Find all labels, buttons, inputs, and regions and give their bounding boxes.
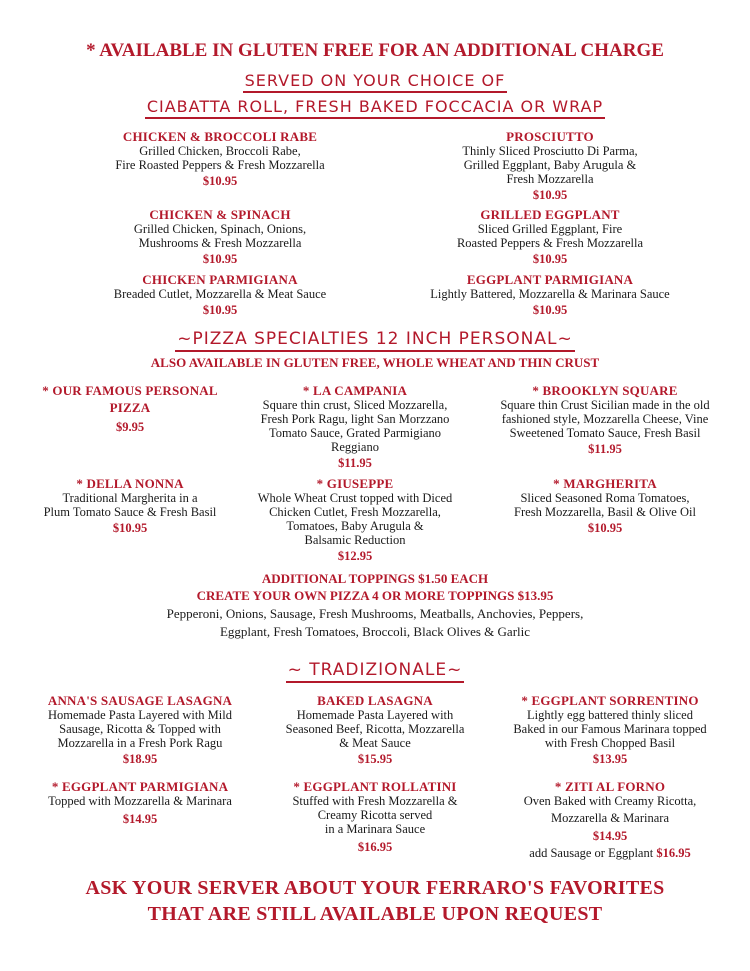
item-desc: with Fresh Chopped Basil xyxy=(544,736,676,750)
item-price: $11.95 xyxy=(338,456,372,470)
item-price: $13.95 xyxy=(592,752,628,766)
item-price: $16.95 xyxy=(357,840,393,854)
item-name: BAKED LASAGNA xyxy=(317,693,433,708)
item-desc: Breaded Cutlet, Mozzarella & Meat Sauce xyxy=(113,287,327,301)
item-desc: Lightly egg battered thinly sliced xyxy=(527,708,693,722)
item-price: $10.95 xyxy=(532,252,568,266)
item-name: CHICKEN & SPINACH xyxy=(149,207,291,222)
item-name: * GIUSEPPE xyxy=(316,476,394,491)
item-price: $14.95 xyxy=(122,812,158,826)
item-name: * BROOKLYN SQUARE xyxy=(532,383,678,398)
item-price: $11.95 xyxy=(588,442,622,456)
pizza-heading-wrap xyxy=(0,329,750,352)
item-desc: Lightly Battered, Mozzarella & Marinara Sauce xyxy=(430,287,670,301)
item-desc: Mozzarella in a Fresh Pork Ragu xyxy=(57,736,223,750)
item-price: $14.95 xyxy=(592,829,628,843)
item-price: $12.95 xyxy=(337,549,373,563)
addon-price: $16.95 xyxy=(656,846,691,860)
item-desc: Fresh Mozzarella xyxy=(506,172,594,186)
item-addon xyxy=(490,846,730,860)
toppings-list: Eggplant, Fresh Tomatoes, Broccoli, Black Olives & Garlic xyxy=(219,624,531,639)
item-desc: Reggiano xyxy=(331,440,379,454)
item-name: CHICKEN PARMIGIANA xyxy=(142,272,298,287)
menu-item xyxy=(265,780,485,854)
served-line-1: SERVED ON YOUR CHOICE OF xyxy=(243,71,508,93)
menu-item xyxy=(240,477,470,563)
item-desc: Creamy Ricotta served xyxy=(317,808,433,822)
footer-line-1: ASK YOUR SERVER ABOUT YOUR FERRARO'S FAVORITES xyxy=(85,877,665,899)
item-price: $18.95 xyxy=(122,752,158,766)
item-name: * ZITI AL FORNO xyxy=(554,779,666,794)
item-desc: Grilled Chicken, Spinach, Onions, xyxy=(133,222,307,236)
item-desc: Fire Roasted Peppers & Fresh Mozzarella xyxy=(115,158,325,172)
item-price: $9.95 xyxy=(115,420,145,434)
create-your-own: CREATE YOUR OWN PIZZA 4 OR MORE TOPPINGS $13.95 xyxy=(196,588,554,603)
menu-item xyxy=(30,384,230,434)
item-desc: Square thin crust, Sliced Mozzarella, xyxy=(262,398,448,412)
item-price: $10.95 xyxy=(532,188,568,202)
item-price: $10.95 xyxy=(587,521,623,535)
bread-choice-heading xyxy=(0,97,750,119)
item-price: $10.95 xyxy=(202,252,238,266)
item-price: $10.95 xyxy=(202,303,238,317)
item-name: EGGPLANT PARMIGIANA xyxy=(466,272,634,287)
item-name: PROSCIUTTO xyxy=(506,129,594,144)
tradizionale-heading-wrap xyxy=(0,660,750,683)
item-desc: Grilled Eggplant, Baby Arugula & xyxy=(463,158,637,172)
item-name-cont: PIZZA xyxy=(109,400,151,415)
menu-item xyxy=(400,208,700,266)
menu-item xyxy=(50,208,390,266)
footer-line-2: THAT ARE STILL AVAILABLE UPON REQUEST xyxy=(147,903,603,925)
item-desc: Oven Baked with Creamy Ricotta, xyxy=(523,794,697,808)
item-desc: Sliced Grilled Eggplant, Fire xyxy=(477,222,623,236)
gluten-free-note: * AVAILABLE IN GLUTEN FREE FOR AN ADDITIONAL CHARGE xyxy=(86,40,664,61)
item-desc: Grilled Chicken, Broccoli Rabe, xyxy=(139,144,301,158)
item-desc: Baked in our Famous Marinara topped xyxy=(513,722,707,736)
item-desc: Sausage, Ricotta & Topped with xyxy=(59,722,221,736)
item-desc: Balsamic Reduction xyxy=(304,533,406,547)
menu-item xyxy=(30,477,230,535)
item-desc: Plum Tomato Sauce & Fresh Basil xyxy=(43,505,217,519)
item-desc: Seasoned Beef, Ricotta, Mozzarella xyxy=(285,722,465,736)
item-name: * LA CAMPANIA xyxy=(302,383,408,398)
item-price: $10.95 xyxy=(112,521,148,535)
item-name: * MARGHERITA xyxy=(553,476,657,491)
item-desc: Stuffed with Fresh Mozzarella & xyxy=(292,794,458,808)
item-desc: Tomato Sauce, Grated Parmigiano xyxy=(269,426,441,440)
additional-toppings: ADDITIONAL TOPPINGS $1.50 EACH xyxy=(261,571,489,586)
tradizionale-heading: ~ TRADIZIONALE~ xyxy=(286,660,465,683)
item-name: ANNA'S SAUSAGE LASAGNA xyxy=(47,693,233,708)
menu-item xyxy=(50,130,390,188)
item-desc: Topped with Mozzarella & Marinara xyxy=(48,794,232,808)
item-name: GRILLED EGGPLANT xyxy=(480,207,620,222)
item-desc: Fresh Mozzarella, Basil & Olive Oil xyxy=(514,505,696,519)
item-price: $15.95 xyxy=(357,752,393,766)
menu-item xyxy=(265,694,485,766)
item-desc: Mushrooms & Fresh Mozzarella xyxy=(138,236,302,250)
item-desc: Sweetened Tomato Sauce, Fresh Basil xyxy=(509,426,701,440)
item-desc: Roasted Peppers & Fresh Mozzarella xyxy=(456,236,644,250)
item-name: * OUR FAMOUS PERSONAL xyxy=(42,383,218,398)
item-desc: Chicken Cutlet, Fresh Mozzarella, xyxy=(269,505,441,519)
item-desc: Whole Wheat Crust topped with Diced xyxy=(257,491,453,505)
served-line-2: CIABATTA ROLL, FRESH BAKED FOCCACIA OR WRAP xyxy=(145,97,605,119)
item-desc: Square thin Crust Sicilian made in the old xyxy=(500,398,710,412)
item-desc: Mozzarella & Marinara xyxy=(551,811,669,825)
menu-item xyxy=(50,273,390,317)
menu-item xyxy=(490,780,730,860)
item-desc: in a Marinara Sauce xyxy=(324,822,426,836)
item-desc: Tomatoes, Baby Arugula & xyxy=(286,519,424,533)
menu-item xyxy=(470,477,740,535)
item-name: * EGGPLANT PARMIGIANA xyxy=(51,779,229,794)
menu-item xyxy=(400,130,700,202)
item-price: $10.95 xyxy=(202,174,238,188)
served-on-heading xyxy=(0,71,750,93)
item-name: * EGGPLANT SORRENTINO xyxy=(521,693,699,708)
toppings-list: Pepperoni, Onions, Sausage, Fresh Mushrooms, Meatballs, Anchovies, Peppers, xyxy=(166,606,584,621)
pizza-subheading: ALSO AVAILABLE IN GLUTEN FREE, WHOLE WHEAT AND THIN CRUST xyxy=(150,355,600,370)
item-price: $10.95 xyxy=(532,303,568,317)
menu-item xyxy=(20,780,260,826)
item-desc: fashioned style, Mozzarella Cheese, Vine xyxy=(501,412,709,426)
item-desc: Sliced Seasoned Roma Tomatoes, xyxy=(520,491,690,505)
item-desc: & Meat Sauce xyxy=(339,736,411,750)
addon-text: add Sausage or Eggplant xyxy=(529,846,657,860)
menu-item xyxy=(490,694,730,766)
item-desc: Thinly Sliced Prosciutto Di Parma, xyxy=(462,144,638,158)
menu-item xyxy=(470,384,740,456)
item-desc: Homemade Pasta Layered with Mild xyxy=(48,708,232,722)
item-name: * DELLA NONNA xyxy=(76,476,184,491)
item-desc: Traditional Margherita in a xyxy=(62,491,198,505)
item-desc: Fresh Pork Ragu, light San Morzzano xyxy=(260,412,450,426)
menu-item xyxy=(20,694,260,766)
pizza-heading: ~PIZZA SPECIALTIES 12 INCH PERSONAL~ xyxy=(175,329,574,352)
menu-item xyxy=(240,384,470,470)
menu-item xyxy=(400,273,700,317)
item-desc: Homemade Pasta Layered with xyxy=(296,708,454,722)
item-name: CHICKEN & BROCCOLI RABE xyxy=(122,129,318,144)
item-name: * EGGPLANT ROLLATINI xyxy=(293,779,457,794)
